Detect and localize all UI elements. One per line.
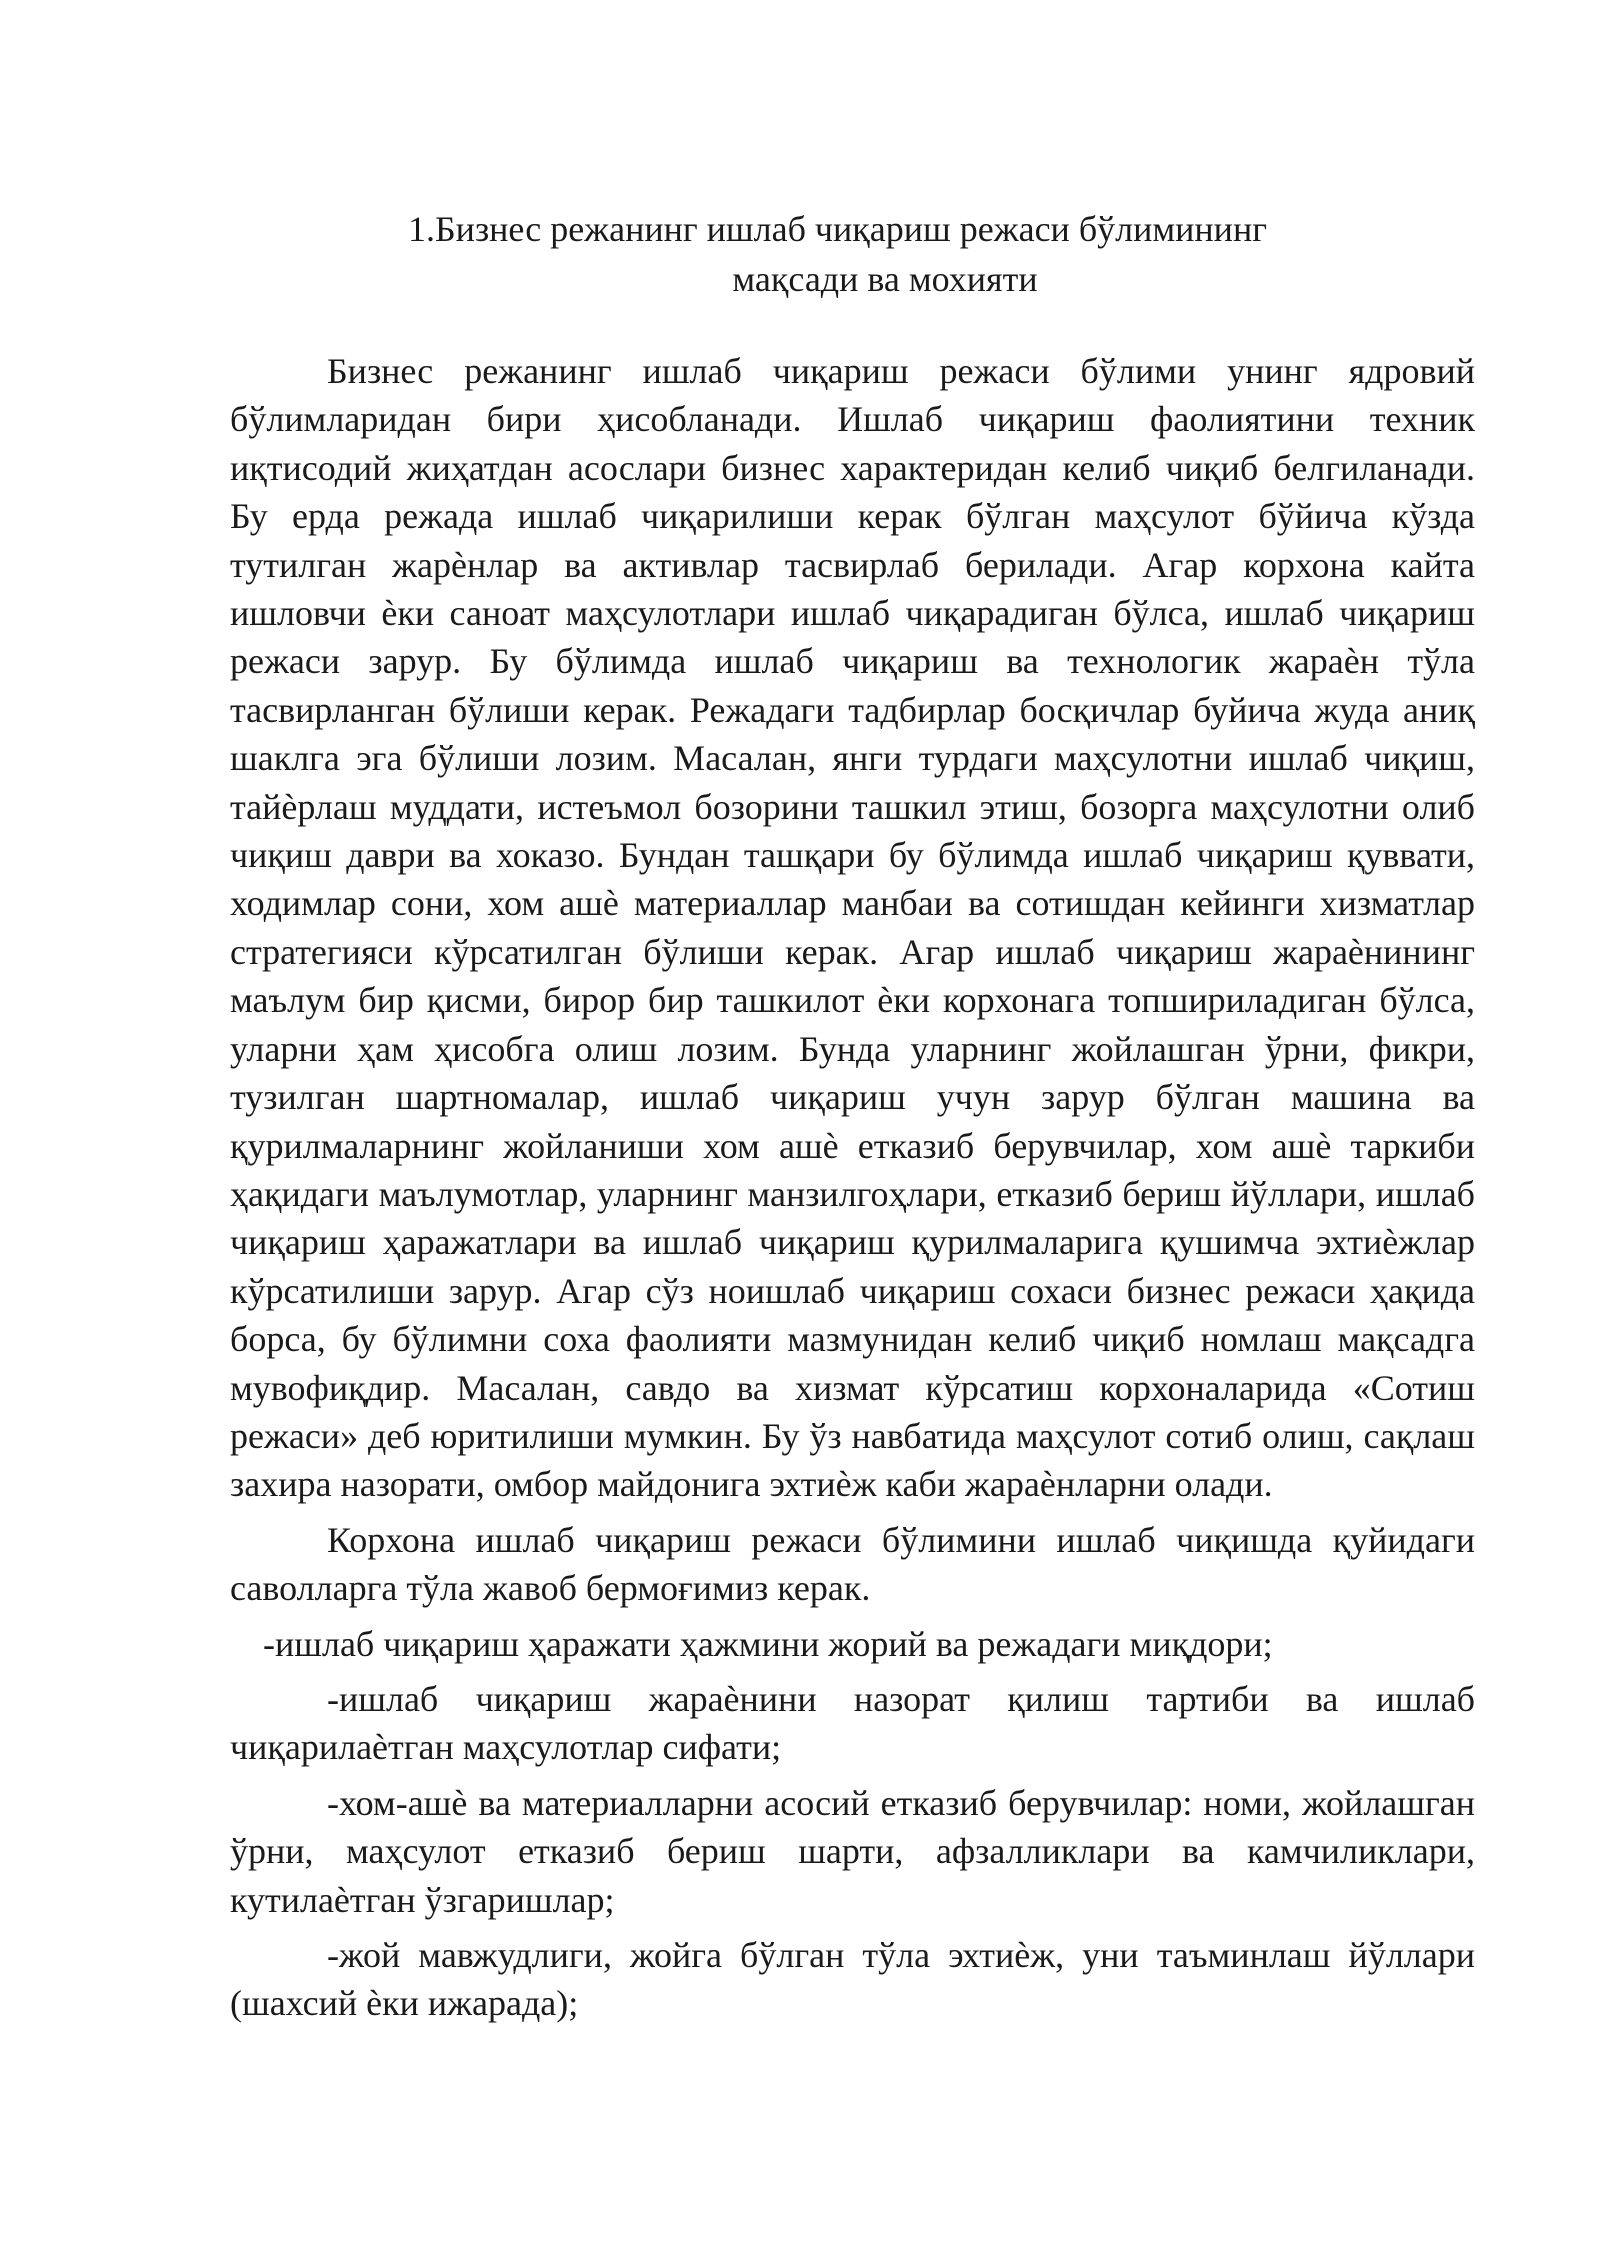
- section-title-line-2: мақсади ва мохияти: [732, 259, 1038, 299]
- document-body: [230, 347, 1475, 2028]
- list-item-control: -ишлаб чиқариш жараѐнини назорат қилиш тартиби ва ишлаб чиқарилаѐтган маҳсулотлар сифати;: [230, 1678, 1475, 1768]
- section-title-line-1: 1.Бизнес режанинг ишлаб чиқариш режаси бўлимининг: [408, 209, 1267, 249]
- paragraph-questions: Корхона ишлаб чиқариш режаси бўлимини ишлаб чиқишда қуйидаги саволларга тўла жавоб бермоғимиз керак.: [230, 1519, 1475, 1609]
- paragraph-intro: Бизнес режанинг ишлаб чиқариш режаси бўлими унинг ядровий бўлимларидан бири ҳисобланади. Ишлаб чиқариш фаолиятини техник иқтисодий жиҳатдан асослари бизнес характеридан келиб чиқиб белгиланади. Бу ерда режада ишлаб чиқарилиши керак бўлган маҳсулот бўйича кўзда тутилган жарѐнлар ва активлар тасвирлаб берилади. Агар корхона кайта ишловчи ѐки саноат маҳсулотлари ишлаб чиқарадиган бўлса, ишлаб чиқариш режаси зарур. Бу бўлимда ишлаб чиқариш ва технологик жараѐн тўла тасвирланган бўлиши керак. Режадаги тадбирлар босқичлар буйича жуда аниқ шаклга эга бўлиши лозим. Масалан, янги турдаги маҳсулотни ишлаб чиқиш, тайѐрлаш муддати, истеъмол бозорини ташкил этиш, бозорга маҳсулотни олиб чиқиш даври ва хоказо. Бундан ташқари бу бўлимда ишлаб чиқариш қуввати, ходимлар сони, хом ашѐ материаллар манбаи ва сотишдан кейинги хизматлар стратегияси кўрсатилган бўлиши керак. Агар ишлаб чиқариш жараѐнининг маълум бир қисми, бирор бир ташкилот ѐки корхонага топшириладиган бўлса, уларни ҳам ҳисобга олиш лозим. Бунда уларнинг жойлашган ўрни, фикри, тузилган шартномалар, ишлаб чиқариш учун зарур бўлган машина ва қурилмаларнинг жойланиши хом ашѐ етказиб берувчилар, хом ашѐ таркиби ҳақидаги маълумотлар, уларнинг манзилгоҳлари, етказиб бериш йўллари, ишлаб чиқариш ҳаражатлари ва ишлаб чиқариш қурилмаларига қушимча эхтиѐжлар кўрсатилиши зарур. Агар сўз ноишлаб чиқариш сохаси бизнес режаси ҳақида борса, бу бўлимни соха фаолияти мазмунидан келиб чиқиб номлаш мақсадга мувофиқдир. Масалан, савдо ва хизмат кўрсатиш корхоналарида «Сотиш режаси» деб юритилиши мумкин. Бу ўз навбатида маҳсулот сотиб олиш, сақлаш захира назорати, омбор майдонига эхтиѐж каби жараѐнларни олади.: [230, 351, 1475, 1505]
- section-title: [230, 204, 1540, 304]
- list-item-suppliers: -хом-ашѐ ва материалларни асосий етказиб берувчилар: номи, жойлашган ўрни, маҳсулот етказиб бериш шарти, афзалликлари ва камчиликлари, кутилаѐтган ўзгаришлар;: [230, 1782, 1475, 1920]
- list-item-premises: -жой мавжудлиги, жойга бўлган тўла эхтиѐж, уни таъминлаш йўллари (шахсий ѐки ижарада);: [230, 1935, 1475, 2024]
- list-item-costs: -ишлаб чиқариш ҳаражати ҳажмини жорий ва режадаги миқдори;: [263, 1623, 1273, 1664]
